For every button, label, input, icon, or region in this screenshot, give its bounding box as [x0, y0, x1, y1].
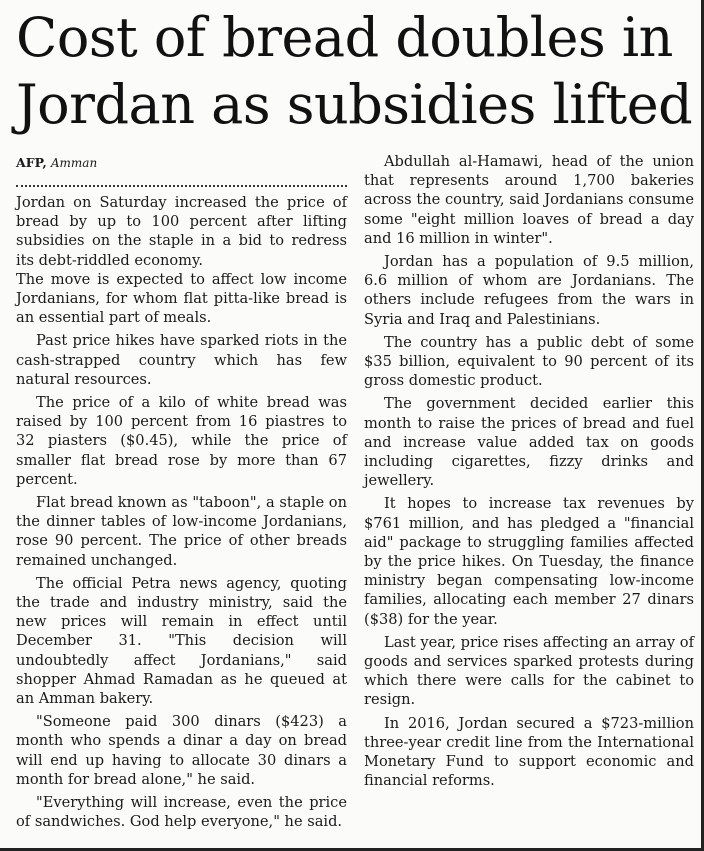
paragraph: Jordan on Saturday increased the price of bread by up to 100 percent after lifting subsidies on the staple in a bid to redress its debt-riddled economy. — [16, 194, 347, 269]
headline: Cost of bread doubles in Jordan as subsidies lifted — [16, 6, 693, 136]
paragraph: The country has a public debt of some $35 billion, equivalent to 90 percent of its gross domestic product. — [364, 333, 694, 390]
paragraph: It hopes to increase tax revenues by $761 million, and has pledged a "financial aid" package to struggling families affected by the price hikes. On Tuesday, the finance ministry began compensating low-income families, allocating each member 27 dinars ($38) for the year. — [364, 495, 694, 628]
dotted-divider — [16, 177, 347, 187]
paragraph: "Everything will increase, even the price of sandwiches. God help everyone," he said. — [16, 794, 347, 831]
paragraph: Abdullah al-Hamawi, head of the union that represents around 1,700 bakeries across the country, said Jordanians consume some "eight million loaves of bread a day and 16 million in winter". — [364, 153, 694, 247]
paragraph: Last year, price rises affecting an array of goods and services sparked protests during which there were calls for the cabinet to resign. — [364, 633, 694, 709]
paragraph: In 2016, Jordan secured a $723-million three-year credit line from the International Monetary Fund to support economic and financial reforms. — [364, 714, 694, 790]
byline-agency: AFP, — [16, 155, 47, 170]
paragraph: The official Petra news agency, quoting the trade and industry ministry, said the new prices will remain in effect until December 31. "This decision will undoubtedly affect Jordanians," said shopper Ahmad Ramadan as he queued at an Amman bakery. — [16, 574, 347, 708]
paragraph: The move is expected to affect low income Jordanians, for whom flat pitta-like bread is an essential part of meals. — [16, 270, 347, 327]
byline — [16, 154, 347, 173]
paragraph: The price of a kilo of white bread was raised by 100 percent from 16 piastres to 32 piasters ($0.45), while the price of smaller flat bread rose by more than 67 percent. — [16, 394, 347, 488]
right-column — [364, 152, 694, 795]
paragraph: The government decided earlier this month to raise the prices of bread and fuel and increase value added tax on goods including cigarettes, fizzy drinks and jewellery. — [364, 395, 694, 490]
paragraph: Flat bread known as "taboon", a staple on the dinner tables of low-income Jordanians, rose 90 percent. The price of other breads remained unchanged. — [16, 494, 347, 569]
left-column — [16, 154, 347, 836]
paragraph: Jordan has a population of 9.5 million, 6.6 million of whom are Jordanians. The others include refugees from the wars in Syria and Iraq and Palestinians. — [364, 253, 694, 328]
paragraph: "Someone paid 300 dinars ($423) a month who spends a dinar a day on bread will end up having to allocate 30 dinars a month for bread alone," he said. — [16, 713, 347, 788]
byline-place: Amman — [50, 156, 98, 170]
paragraph: Past price hikes have sparked riots in the cash-strapped country which has few natural resources. — [16, 332, 347, 388]
